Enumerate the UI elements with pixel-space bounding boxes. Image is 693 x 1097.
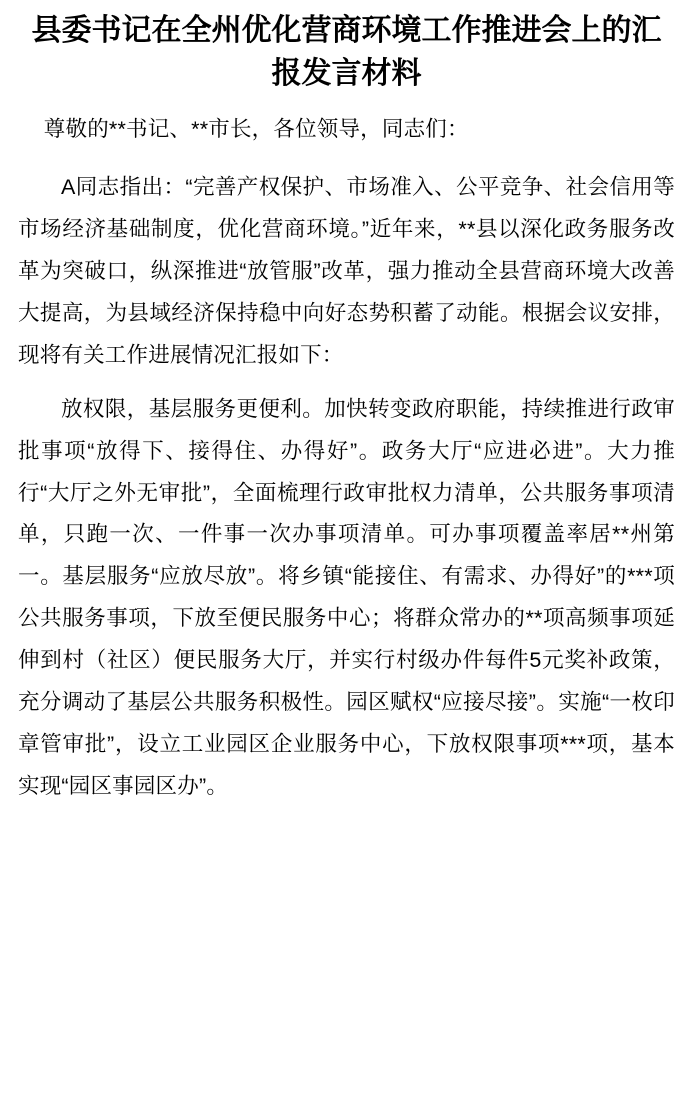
body-paragraph-2: 放权限，基层服务更便利。加快转变政府职能，持续推进行政审批事项“放得下、接得住、办得好”。政务大厅“应进必进”。大力推行“大厅之外无审批”，全面梳理行政审批权力清单，公共服务事项清单，只跑一次、一件事一次办事项清单。可办事项覆盖率居**州第一。基层服务“应放尽放”。将乡镇“能接住、有需求、办得好”的***项公共服务事项，下放至便民服务中心；将群众常办的**项高频事项延伸到村（社区）便民服务大厅，并实行村级办件每件5元奖补政策，充分调动了基层公共服务积极性。园区赋权“应接尽接”。实施“一枚印章管审批”，设立工业园区企业服务中心，下放权限事项***项，基本实现“园区事园区办”。: [18, 396, 675, 799]
page-title: 县委书记在全州优化营商环境工作推进会上的汇报发言材料: [31, 14, 662, 90]
body-paragraph-1: A同志指出：“完善产权保护、市场准入、公平竞争、社会信用等市场经济基础制度，优化营商环境。”近年来，**县以深化政务服务改革为突破口，纵深推进“放管服”改革，强力推动全县营商环境大改善大提高，为县域经济保持稳中向好态势积蓄了动能。根据会议安排，现将有关工作进展情况汇报如下：: [18, 175, 675, 367]
salutation-paragraph: 尊敬的**书记、**市长，各位领导，同志们：: [43, 117, 469, 142]
